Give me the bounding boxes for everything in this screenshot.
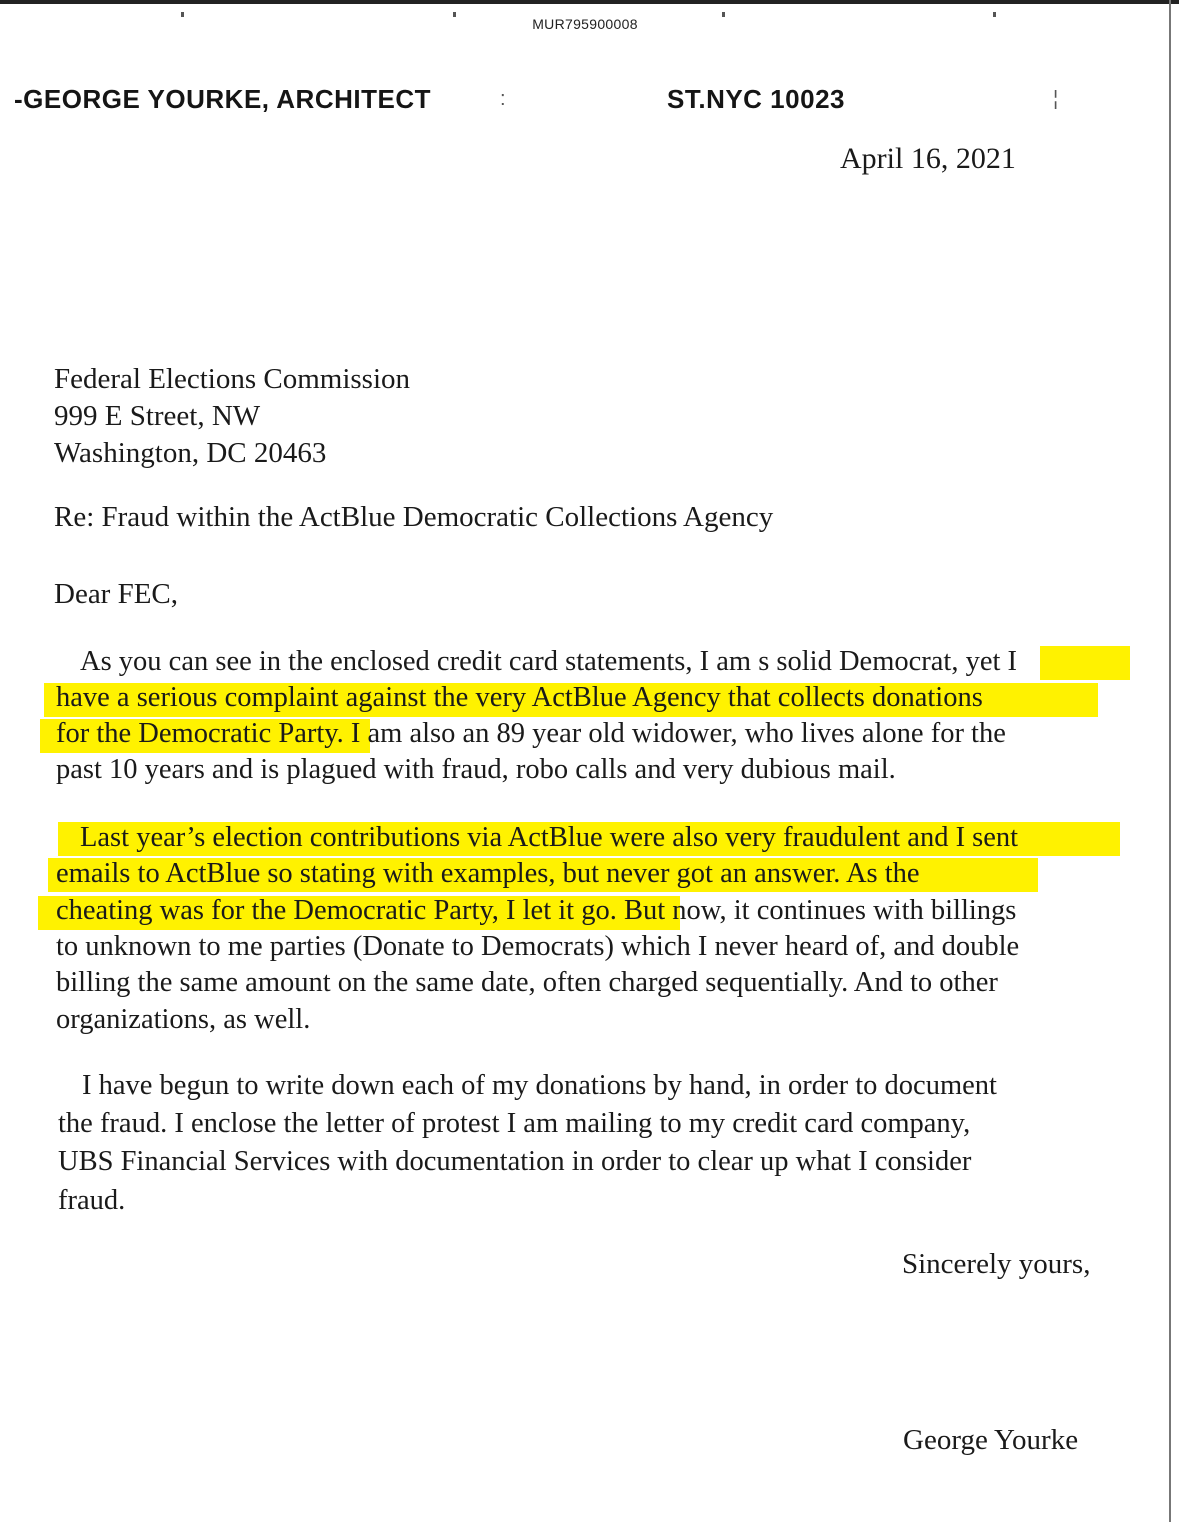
- letterhead-name: -GEORGE YOURKE, ARCHITECT: [14, 84, 431, 114]
- recipient-line: 999 E Street, NW: [54, 400, 261, 432]
- paragraph-line: [56, 1004, 310, 1036]
- recipient-line: Federal Elections Commission: [54, 363, 411, 395]
- recipient-line: Washington, DC 20463: [54, 437, 327, 469]
- closing: Sincerely yours,: [902, 1248, 1091, 1280]
- paragraph-documentation: [58, 1070, 1138, 1220]
- text-run: organizations, as well.: [56, 1004, 311, 1035]
- letterhead-redaction-mark: :: [500, 88, 506, 110]
- recipient-address: [54, 361, 410, 472]
- paragraph-fraud-details: [56, 822, 1136, 1052]
- highlighted-text: yet I: [965, 646, 1018, 677]
- text-run: But now, it continues with billings: [616, 895, 1017, 926]
- text-run: to unknown to me parties (Donate to Democrats) which I never heard of, and double: [56, 931, 1020, 962]
- document-id: MUR795900008: [532, 16, 638, 32]
- paragraph-complaint: [56, 646, 1136, 796]
- text-run: past 10 years and is plagued with fraud, robo calls and very dubious mail.: [56, 754, 896, 785]
- paragraph-line: UBS Financial Services with documentation in order to clear up what I consider: [58, 1146, 972, 1177]
- letter-date: April 16, 2021: [840, 142, 1016, 175]
- letterhead-redaction-mark: ¦: [1053, 88, 1059, 110]
- salutation: Dear FEC,: [54, 578, 179, 610]
- highlighted-text: cheating was for the Democratic Party, I let it go.: [56, 895, 617, 926]
- scan-right-border: [1169, 0, 1171, 1522]
- highlighted-text: Last year’s election contributions via ActBlue were also very fraudulent and I sent: [80, 822, 1019, 853]
- paragraph-line: the fraud. I enclose the letter of protest I am mailing to my credit card company,: [58, 1108, 971, 1139]
- highlighted-text: have a serious complaint against the very ActBlue Agency that collects donations: [56, 682, 983, 713]
- paragraph-line: [56, 967, 998, 999]
- paragraph-line: I have begun to write down each of my donations by hand, in order to document: [82, 1070, 997, 1101]
- paragraph-line: [56, 718, 1006, 750]
- paragraph-line: [56, 895, 1016, 927]
- letterhead-city: ST.NYC 10023: [667, 84, 845, 114]
- text-run: As you can see in the enclosed credit card statements, I am s solid Democrat,: [80, 646, 966, 677]
- subject-line: Re: Fraud within the ActBlue Democratic Collections Agency: [54, 501, 774, 533]
- paragraph-line: [56, 858, 920, 890]
- paragraph-line: [80, 646, 1017, 678]
- scan-top-border: [0, 0, 1179, 4]
- signature-name: George Yourke: [903, 1424, 1079, 1456]
- highlighted-text: for the Democratic Party: [56, 718, 337, 749]
- paragraph-line: [56, 931, 1019, 963]
- paragraph-line: [56, 754, 896, 786]
- paragraph-line: [56, 682, 983, 714]
- paragraph-line: fraud.: [58, 1185, 126, 1216]
- highlighted-text: emails to ActBlue so stating with examples, but never got an answer. As the: [56, 858, 920, 889]
- paragraph-line: [80, 822, 1018, 854]
- text-run: . I am also an 89 year old widower, who lives alone for the: [336, 718, 1006, 749]
- text-run: billing the same amount on the same date, often charged sequentially. And to other: [56, 967, 998, 998]
